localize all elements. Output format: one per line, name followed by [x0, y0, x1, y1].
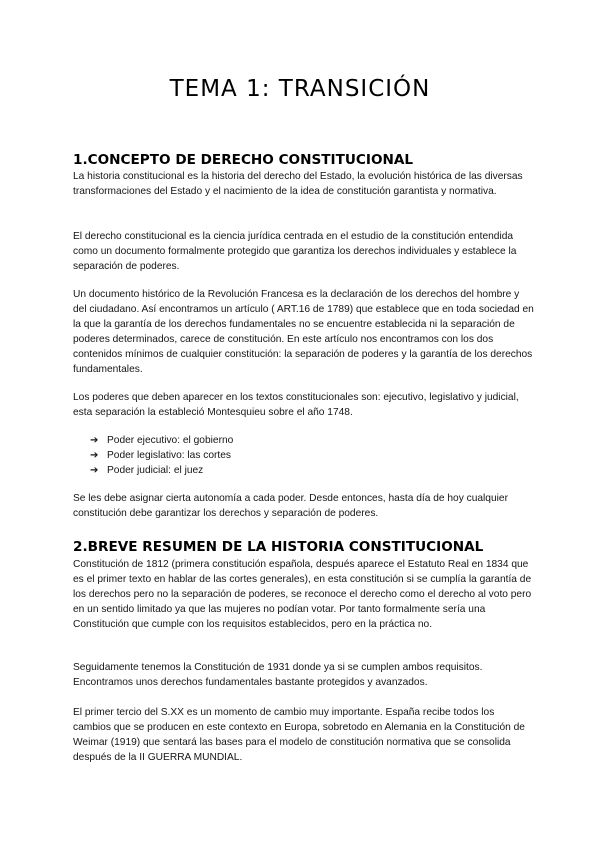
section-1-heading: 1.CONCEPTO DE DERECHO CONSTITUCIONAL	[73, 152, 414, 168]
arrow-bullet-icon: ➔	[90, 465, 99, 476]
section-1-closing: Se les debe asignar cierta autonomía a cada poder. Desde entonces, hasta día de hoy cualquier constitución debe garantizar los derechos y separación de poderes.	[73, 493, 508, 519]
section-1-paragraph-3: Un documento histórico de la Revolución Francesa es la declaración de los derechos del hombre y del ciudadano. Así encontramos un artículo ( ART.16 de 1789) que establece que en toda sociedad en la que la garantía de los derechos fundamentales no se encuentre establecida ni la separación de poderes determinados, carece de constitución. En este artículo nos encontramos con los dos contenidos mínimos de cualquier constitución: la separación de poderes y la garantía de los derechos fundamentales.	[73, 289, 534, 375]
section-1-paragraph-4: Los poderes que deben aparecer en los textos constitucionales son: ejecutivo, legislativo y judicial, esta separación la estableció Montesquieu sobre el año 1748.	[73, 392, 519, 418]
page-title: TEMA 1: TRANSICIÓN	[169, 76, 431, 102]
section-2-paragraph-2: Seguidamente tenemos la Constitución de 1931 donde ya si se cumplen ambos requisitos. Encontramos unos derechos fundamentales bastante protegidos y avanzados.	[73, 662, 483, 688]
list-item	[90, 448, 233, 463]
section-2-paragraph-3: El primer tercio del S.XX es un momento de cambio muy importante. España recibe todos los cambios que se producen en este contexto en Europa, sobretodo en Alemania en la Constitución de Weimar (1919) que sentará las bases para el modelo de constitución normativa que se consolida después de la II GUERRA MUNDIAL.	[73, 707, 525, 763]
list-item-text: Poder judicial: el juez	[107, 465, 204, 476]
section-2-heading: 2.BREVE RESUMEN DE LA HISTORIA CONSTITUCIONAL	[73, 539, 484, 555]
arrow-bullet-icon: ➔	[90, 450, 99, 461]
list-item-text: Poder ejecutivo: el gobierno	[107, 435, 234, 446]
section-1-paragraph-1: La historia constitucional es la historia del derecho del Estado, la evolución histórica de las diversas transformaciones del Estado y el nacimiento de la idea de constitución garantista y normativa.	[73, 171, 523, 197]
arrow-bullet-icon: ➔	[90, 435, 99, 446]
section-1-paragraph-2: El derecho constitucional es la ciencia jurídica centrada en el estudio de la constitución entendida como un documento formalmente protegido que garantiza los derechos individuales y establece la separación de poderes.	[73, 231, 517, 272]
powers-list	[90, 433, 233, 478]
list-item-text: Poder legislativo: las cortes	[107, 450, 232, 461]
list-item	[90, 433, 233, 448]
list-item	[90, 463, 233, 478]
section-2-paragraph-1: Constitución de 1812 (primera constitución española, después aparece el Estatuto Real en 1834 que es el primer texto en hablar de las cortes generales), en esta constitución si se cumplía la garantía de los derechos pero no la separación de poderes, se reconoce el derecho como el derecho al voto pero en un sentido limitado ya que las mujeres no podían votar. Por tanto formalmente sería una Constitución que cumple con los requisitos establecidos, pero en la práctica no.	[73, 559, 532, 630]
